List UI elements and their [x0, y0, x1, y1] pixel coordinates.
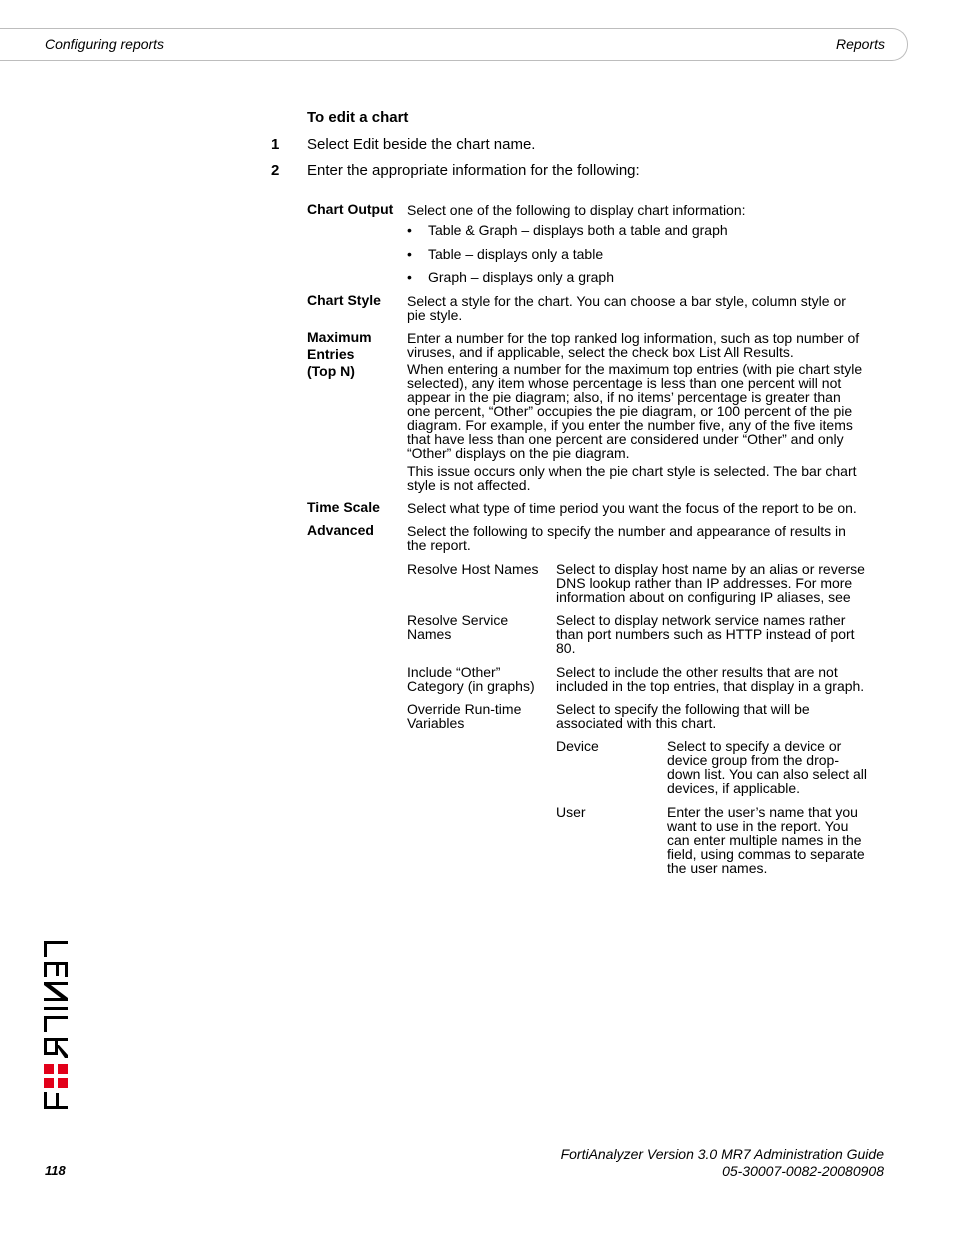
- document-number: 05-30007-0082-20080908: [722, 1163, 884, 1179]
- running-header-chapter: Reports: [835, 36, 885, 52]
- guide-title: FortiAnalyzer Version 3.0 MR7 Administration Guide: [560, 1146, 884, 1162]
- desc-advanced: Select the following to specify the number and appearance of results in the report.: [407, 523, 846, 553]
- desc-resolve-service-names: Select to display network service names rather than port numbers such as HTTP instead of port 80.: [556, 612, 855, 656]
- page-number: 118: [45, 1163, 66, 1178]
- fortinet-logo-icon: [42, 940, 70, 1126]
- term-device: Device: [556, 738, 599, 754]
- step-text: Enter the appropriate information for the following:: [307, 162, 640, 179]
- term-resolve-service-names: Resolve Service Names: [407, 612, 509, 642]
- bullet-item: • Graph – displays only a graph: [407, 269, 614, 285]
- term-advanced: Advanced: [307, 522, 374, 538]
- step-number: 2: [271, 162, 280, 179]
- desc-chart-style: Select a style for the chart. You can choose a bar style, column style or pie style.: [407, 293, 846, 323]
- desc-chart-output: Select one of the following to display chart information:: [407, 202, 746, 218]
- term-user: User: [556, 804, 586, 820]
- desc-maximum-entries-1: Enter a number for the top ranked log information, such as top number of viruses, and if applicable, select the check box List All Results.: [407, 330, 860, 360]
- step-number: 1: [271, 136, 280, 153]
- bullet-item: • Table & Graph – displays both a table and graph: [407, 222, 728, 238]
- desc-device: Select to specify a device or device group from the drop-down list. You can also select all devices, if applicable.: [667, 738, 868, 796]
- term-maximum-entries: Maximum Entries (Top N): [307, 329, 372, 379]
- desc-maximum-entries-2: When entering a number for the maximum top entries (with pie chart style selected), any item whose percentage is less than one percent will not appear in the pie diagram; also, if no items’ percentage is greater than one percent, “Other” occupies the pie diagram, or 100 percent of the pie diagram. For example, if you enter the number five, any of the five items that have less than one percent are considered under “Other” and only “Other” displays on the pie diagram.: [407, 361, 863, 461]
- desc-include-other-category: Select to include the other results that are not included in the top entries, that display in a graph.: [556, 664, 865, 694]
- desc-override-runtime-variables: Select to specify the following that will be associated with this chart.: [556, 701, 810, 731]
- term-override-runtime-variables: Override Run-time Variables: [407, 701, 522, 731]
- term-chart-style: Chart Style: [307, 292, 381, 308]
- term-resolve-host-names: Resolve Host Names: [407, 561, 539, 577]
- desc-resolve-host-names: Select to display host name by an alias or reverse DNS lookup rather than IP addresses. For more information about on configuring IP aliases, see: [556, 561, 865, 605]
- desc-time-scale: Select what type of time period you want the focus of the report to be on.: [407, 500, 857, 516]
- procedure-title: To edit a chart: [307, 109, 409, 126]
- term-include-other-category: Include “Other” Category (in graphs): [407, 664, 535, 694]
- desc-maximum-entries-3: This issue occurs only when the pie chart style is selected. The bar chart style is not affected.: [407, 463, 857, 493]
- running-header-section: Configuring reports: [45, 36, 165, 52]
- term-chart-output: Chart Output: [307, 201, 394, 217]
- desc-user: Enter the user’s name that you want to use in the report. You can enter multiple names in the field, using commas to separate the user names.: [667, 804, 865, 876]
- term-time-scale: Time Scale: [307, 499, 380, 515]
- bullet-item: • Table – displays only a table: [407, 246, 604, 262]
- step-text: Select Edit beside the chart name.: [307, 136, 536, 153]
